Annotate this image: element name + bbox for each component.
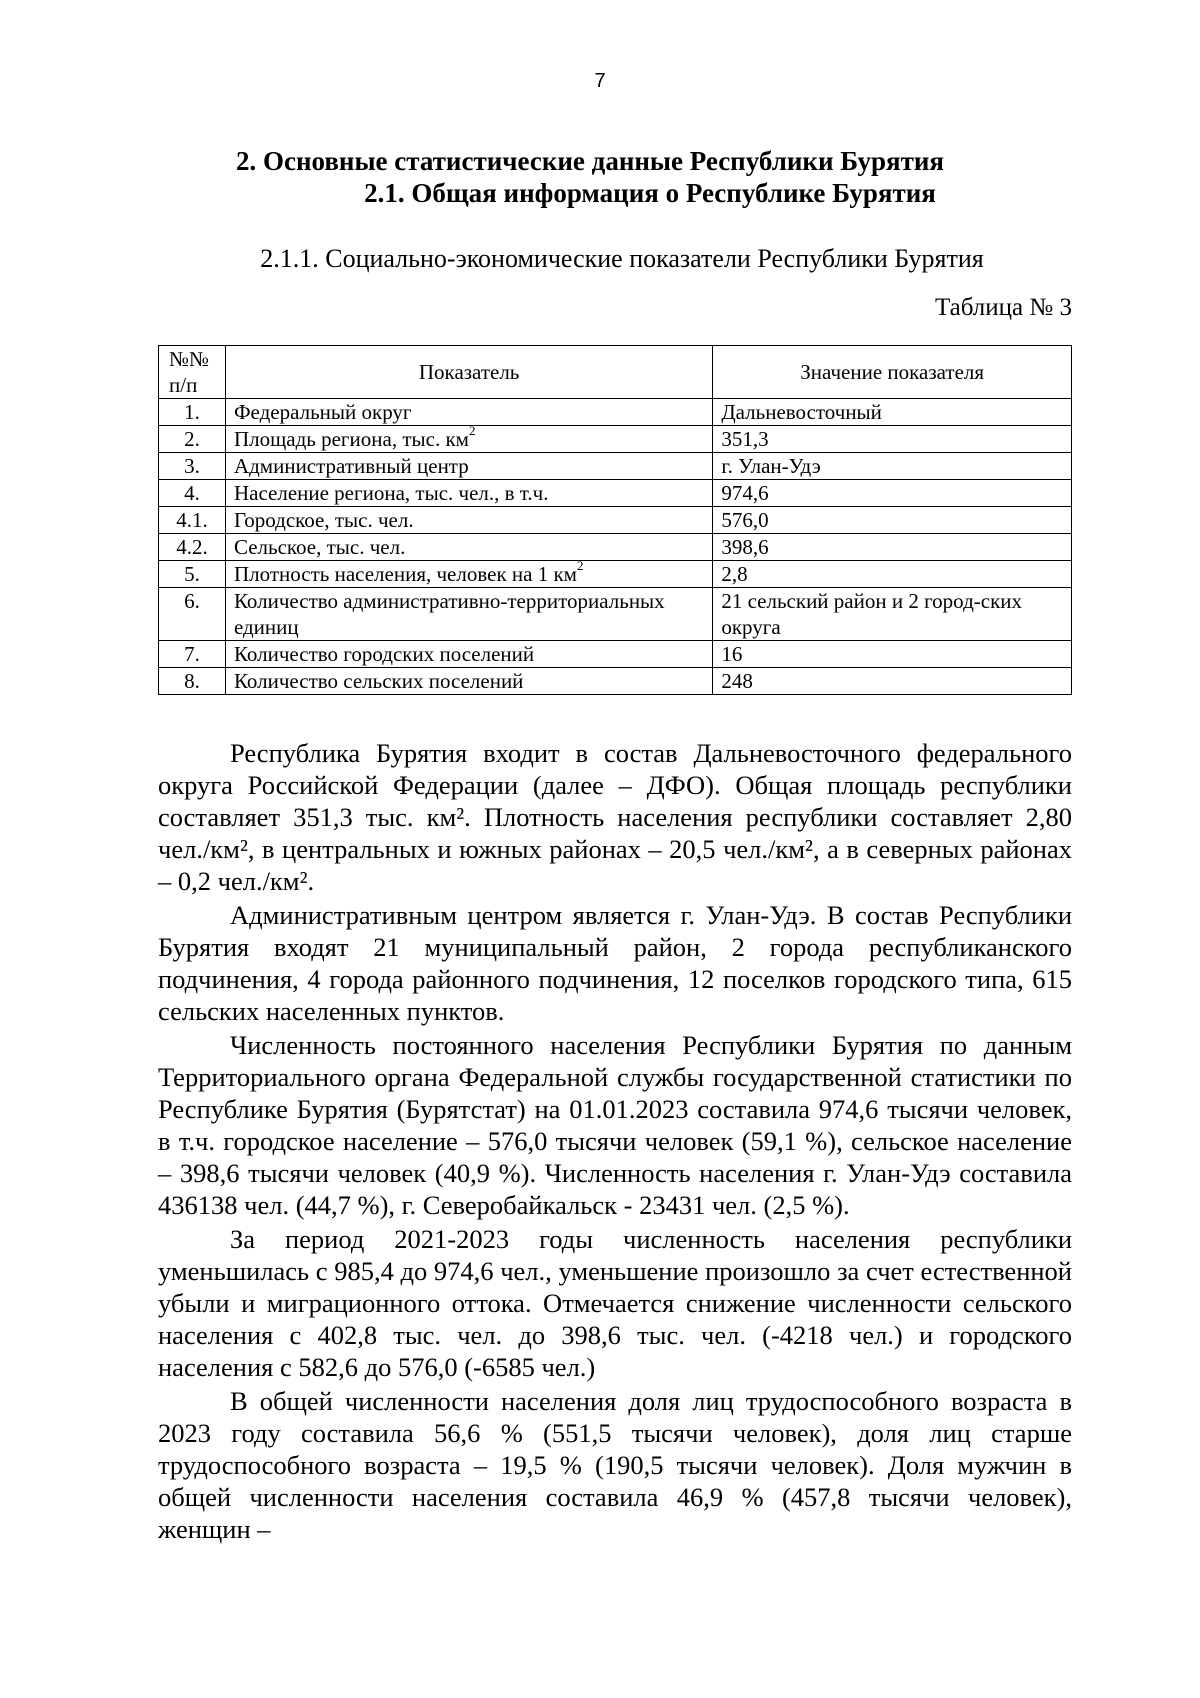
indicator-text: Количество городских поселений [233, 642, 535, 666]
indicator-superscript: 2 [576, 558, 584, 573]
header-num: №№ п/п [159, 346, 226, 399]
table-row [159, 453, 1072, 480]
section-heading: 2. Основные статистические данные Республики Бурятия [235, 146, 945, 176]
indicator-text: Плотность населения, человек на 1 км [233, 562, 577, 586]
paragraph: Республика Бурятия входит в состав Дальневосточного федерального округа Российской Федерации (далее – ДФО). Общая площадь республики составляет 351,3 тыс. км². Плотность населения республики составляет 2,80 чел./км², в центральных и южных районах – 20,5 чел./км², а в северных районах – 0,2 чел./км². [158, 738, 1072, 896]
paragraph: Численность постоянного населения Республики Бурятия по данным Территориального органа Федеральной службы государственной статистики по Республике Бурятия (Бурятстат) на 01.01.2023 составила 974,6 тысячи человек, в т.ч. городское население – 576,0 тысячи человек (59,1 %), сельское население – 398,6 тысячи человек (40,9 %). Численность населения г. Улан-Удэ составила 436138 чел. (44,7 %), г. Северобайкальск - 23431 чел. (2,5 %). [158, 1030, 1072, 1220]
row-indicator [225, 534, 712, 561]
row-number: 4.2. [159, 534, 226, 561]
table-header-row [159, 346, 1072, 399]
row-indicator [225, 588, 712, 641]
row-number: 2. [159, 426, 226, 453]
row-value: 2,8 [713, 561, 1072, 588]
indicator-superscript: 2 [468, 423, 476, 438]
indicator-text: Население региона, тыс. чел., в т.ч. [233, 481, 549, 505]
row-value: 974,6 [713, 480, 1072, 507]
page-number: 7 [594, 70, 606, 92]
table-row [159, 426, 1072, 453]
row-indicator [225, 480, 712, 507]
table-row [159, 534, 1072, 561]
indicators-table [158, 345, 1072, 695]
row-number: 7. [159, 641, 226, 668]
table-row [159, 561, 1072, 588]
indicator-text: Площадь региона, тыс. км [233, 427, 469, 451]
table-row [159, 588, 1072, 641]
table-row [159, 668, 1072, 695]
header-indicator: Показатель [225, 346, 712, 399]
row-number: 1. [159, 399, 226, 426]
row-value: 576,0 [713, 507, 1072, 534]
indicator-text: Административный центр [233, 454, 469, 478]
indicator-text: Количество сельских поселений [233, 669, 524, 693]
table-label: Таблица № 3 [934, 294, 1072, 321]
row-indicator [225, 641, 712, 668]
table-row [159, 641, 1072, 668]
table-row [159, 507, 1072, 534]
row-indicator [225, 423, 712, 453]
row-value: 16 [713, 641, 1072, 668]
row-indicator [225, 668, 712, 695]
paragraph: За период 2021-2023 годы численность населения республики уменьшилась с 985,4 до 974,6 чел., уменьшение произошло за счет естественной убыли и миграционного оттока. Отмечается снижение численности сельского населения с 402,8 тыс. чел. до 398,6 тыс. чел. (-4218 чел.) и городского населения с 582,6 до 576,0 (-6585 чел.) [158, 1224, 1072, 1382]
row-number: 8. [159, 668, 226, 695]
row-value: 248 [713, 668, 1072, 695]
indicator-text: Федеральный округ [233, 400, 412, 424]
row-indicator [225, 453, 712, 480]
table-row [159, 480, 1072, 507]
row-value: 351,3 [713, 426, 1072, 453]
row-indicator [225, 558, 712, 588]
row-number: 5. [159, 561, 226, 588]
table-caption: 2.1.1. Социально-экономические показатели Республики Бурятия [260, 244, 984, 273]
row-number: 3. [159, 453, 226, 480]
row-indicator [225, 399, 712, 426]
row-value: г. Улан-Удэ [713, 453, 1072, 480]
row-value: 21 сельский район и 2 город-ских округа [713, 588, 1072, 641]
header-value: Значение показателя [713, 346, 1072, 399]
indicator-text: Городское, тыс. чел. [233, 508, 414, 532]
document-body [158, 737, 1072, 1545]
paragraph: Административным центром является г. Улан-Удэ. В состав Республики Бурятия входят 21 муниципальный район, 2 города республиканского подчинения, 4 города районного подчинения, 12 поселков городского типа, 615 сельских населенных пунктов. [158, 900, 1072, 1026]
row-value: 398,6 [713, 534, 1072, 561]
row-number: 4. [159, 480, 226, 507]
subsection-heading: 2.1. Общая информация о Республике Бурятия [364, 178, 936, 208]
indicator-text: Сельское, тыс. чел. [233, 535, 406, 559]
table-row [159, 399, 1072, 426]
row-value: Дальневосточный [713, 399, 1072, 426]
paragraph: В общей численности населения доля лиц трудоспособного возраста в 2023 году составила 56,6 % (551,5 тысячи человек), доля лиц старше трудоспособного возраста – 19,5 % (190,5 тысячи человек). Доля мужчин в общей численности населения составила 46,9 % (457,8 тысячи человек), женщин – [158, 1386, 1072, 1544]
indicator-text: Количество административно-территориальных единиц [233, 589, 665, 639]
row-indicator [225, 507, 712, 534]
row-number: 6. [159, 588, 226, 641]
row-number: 4.1. [159, 507, 226, 534]
